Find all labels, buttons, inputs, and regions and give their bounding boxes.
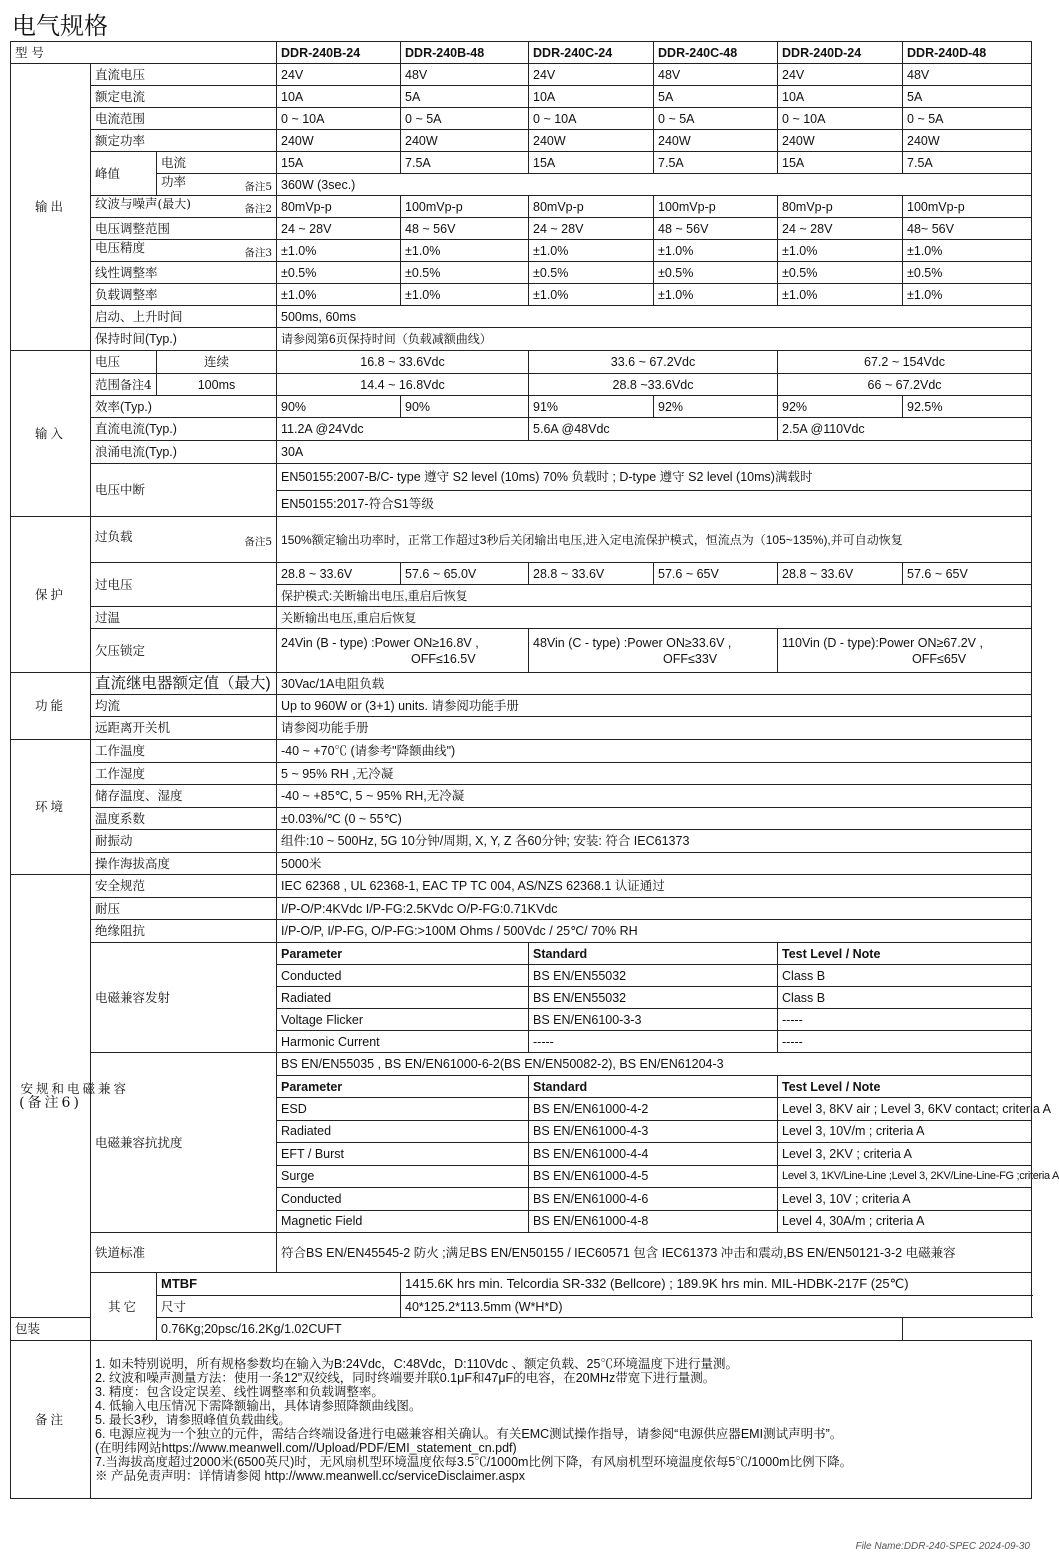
value-cell: 0 ~ 5A [903, 108, 1032, 130]
emc-cell: Level 3, 2KV ; criteria A [778, 1143, 1032, 1166]
value-line: 24Vin (B - type) :Power ON≥16.8V , [281, 635, 479, 650]
emc-cell: BS EN/EN61000-4-3 [529, 1120, 778, 1143]
value-cell: 360W (3sec.) [277, 174, 1032, 196]
value-cell: Up to 960W or (3+1) units. 请参阅功能手册 [277, 695, 1032, 717]
table-row [11, 875, 1032, 898]
value-cell: ±1.0% [529, 240, 654, 262]
value-cell: ±1.0% [277, 240, 401, 262]
section-notes: 备注 [11, 1341, 91, 1499]
value-cell: 92% [654, 396, 778, 418]
emc-cell: BS EN/EN61000-4-8 [529, 1210, 778, 1233]
note-item: ※ 产品免责声明：详情请参阅 http://www.meanwell.cc/serviceDisclaimer.aspx [95, 1468, 525, 1483]
emc-cell: Class B [778, 987, 1032, 1009]
value-cell: 40*125.2*113.5mm (W*H*D) [401, 1296, 1032, 1318]
emc-header: Test Level / Note [778, 943, 1032, 965]
row-label: 耐振动 [91, 830, 277, 853]
value-cell: 500ms, 60ms [277, 306, 1032, 328]
row-label: 操作海拔高度 [91, 853, 277, 875]
value-cell: ±0.5% [529, 262, 654, 284]
value-cell: 请参阅第6页保持时间（负载减额曲线） [277, 328, 1032, 351]
row-label: 远距离开关机 [91, 717, 277, 740]
table-row [11, 240, 1032, 262]
value-cell: 33.6 ~ 67.2Vdc [529, 351, 778, 374]
emc-cell: Radiated [277, 1120, 529, 1143]
row-label [91, 351, 157, 374]
value-cell: 240W [654, 130, 778, 152]
emc-header: Test Level / Note [778, 1076, 1032, 1098]
value-cell: 保护模式:关断输出电压,重启后恢复 [277, 585, 1032, 607]
table-row [11, 152, 1032, 174]
value-cell: 92.5% [903, 396, 1032, 418]
note-item: 7.当海拔高度超过2000米(6500英尺)时，无风扇机型环境温度依每3.5℃/1000m比例下降，有风扇机型环境温度依每5℃/1000m比例下降。 [95, 1454, 853, 1469]
value-cell: ±1.0% [778, 240, 903, 262]
row-label: 工作湿度 [91, 763, 277, 785]
value-cell: 30A [277, 441, 1032, 464]
spec-table [10, 41, 1059, 1499]
value-cell: 240W [903, 130, 1032, 152]
value-cell: 24 ~ 28V [529, 218, 654, 240]
row-label: 电流范围 [91, 108, 277, 130]
emc-cell: Class B [778, 965, 1032, 987]
value-line: 110Vin (D - type):Power ON≥67.2V , [782, 635, 983, 650]
value-cell: ±0.5% [277, 262, 401, 284]
value-cell: 1415.6K hrs min. Telcordia SR-332 (Bellcore) ; 189.9K hrs min. MIL-HDBK-217F (25℃) [401, 1273, 1032, 1296]
emc-cell: BS EN/EN6100-3-3 [529, 1009, 778, 1031]
value-cell [529, 629, 778, 673]
value-cell: ±1.0% [277, 284, 401, 306]
table-row [11, 785, 1032, 808]
value-cell: 0 ~ 10A [277, 108, 401, 130]
model-name: DDR-240B-48 [401, 42, 529, 64]
table-row [11, 218, 1032, 240]
value-cell: 5A [401, 86, 529, 108]
value-cell [277, 629, 529, 673]
value-cell: 48V [401, 64, 529, 86]
label-part: 纹波与噪声 [95, 197, 158, 211]
value-cell: 28.8 ~33.6Vdc [529, 374, 778, 396]
value-cell: 5000米 [277, 853, 1032, 875]
value-cell: 66 ~ 67.2Vdc [778, 374, 1032, 396]
section-protection: 保护 [11, 517, 91, 673]
emc-cell: BS EN/EN61000-4-5 [529, 1165, 778, 1188]
emc-cell: Surge [277, 1165, 529, 1188]
value-cell: 92% [778, 396, 903, 418]
emc-cell: Level 3, 1KV/Line-Line ;Level 3, 2KV/Line-Line-FG ;criteria A [778, 1165, 1032, 1188]
table-row [11, 717, 1032, 740]
table-row [11, 808, 1032, 830]
model-name: DDR-240B-24 [277, 42, 401, 64]
value-cell: 48V [654, 64, 778, 86]
value-cell: 10A [529, 86, 654, 108]
row-label: 启动、上升时间 [91, 306, 277, 328]
section-function: 功能 [11, 673, 91, 740]
value-cell: -40 ~ +70℃ (请参考"降额曲线") [277, 740, 1032, 763]
emc-header: Parameter [277, 943, 529, 965]
label-part: 安规和电磁兼容 [20, 1082, 130, 1096]
value-cell: EN50155:2017-符合S1等级 [277, 491, 1032, 517]
row-label: 额定功率 [91, 130, 277, 152]
value-cell: 28.8 ~ 33.6V [778, 563, 903, 585]
footer-filename: File Name:DDR-240-SPEC 2024-09-30 [855, 1541, 1030, 1552]
value-cell: 5 ~ 95% RH ,无冷凝 [277, 763, 1032, 785]
value-cell: ±1.0% [654, 240, 778, 262]
value-cell: 240W [401, 130, 529, 152]
table-row [11, 174, 1032, 196]
value-cell: 5A [654, 86, 778, 108]
value-cell: 24 ~ 28V [277, 218, 401, 240]
value-cell: 240W [277, 130, 401, 152]
sub-label: 连续 [157, 351, 277, 374]
value-cell: ±1.0% [529, 284, 654, 306]
row-label: 直流电流(Typ.) [91, 418, 277, 441]
row-label: 负载调整率 [91, 284, 277, 306]
table-row [11, 607, 1032, 629]
table-row [11, 943, 1032, 965]
value-cell: ±0.5% [401, 262, 529, 284]
note-ref: 备注2 [244, 203, 273, 215]
table-row [11, 695, 1032, 717]
section-input: 输入 [11, 351, 91, 517]
value-cell: 48~ 56V [903, 218, 1032, 240]
value-cell [778, 629, 1032, 673]
value-cell: ±0.5% [903, 262, 1032, 284]
emc-cell: Level 3, 8KV air ; Level 3, 6KV contact; criteria A [778, 1098, 1032, 1121]
value-cell: 57.6 ~ 65V [654, 563, 778, 585]
row-label: 过电压 [91, 563, 277, 607]
row-label: 保持时间(Typ.) [91, 328, 277, 351]
value-cell: 100mVp-p [903, 196, 1032, 218]
value-cell: 90% [277, 396, 401, 418]
table-row [11, 740, 1032, 763]
section-environment: 环境 [11, 740, 91, 875]
sub-label [157, 174, 277, 196]
emc-cell: Voltage Flicker [277, 1009, 529, 1031]
value-cell: 0 ~ 5A [401, 108, 529, 130]
table-row [11, 830, 1032, 853]
model-name: DDR-240D-48 [903, 42, 1032, 64]
note-item: (在明纬网站https://www.meanwell.com//Upload/PDF/EMI_statement_cn.pdf) [95, 1440, 517, 1455]
emc-cell: ----- [529, 1031, 778, 1053]
note-ref: 备注3 [244, 247, 273, 259]
value-cell: 0.76Kg;20psc/16.2Kg/1.02CUFT [157, 1318, 903, 1341]
table-row [11, 130, 1032, 152]
row-label: 尺寸 [157, 1296, 401, 1318]
emc-cell: ----- [778, 1009, 1032, 1031]
emc-header: Standard [529, 1076, 778, 1098]
note-ref: 备注5 [244, 536, 273, 548]
value-cell: 5A [903, 86, 1032, 108]
value-cell: 91% [529, 396, 654, 418]
emc-cell: Level 3, 10V/m ; criteria A [778, 1120, 1032, 1143]
emc-header: Parameter [277, 1076, 529, 1098]
table-row [11, 898, 1032, 920]
row-label: 电压中断 [91, 464, 277, 517]
value-cell: 57.6 ~ 65V [903, 563, 1032, 585]
note-item: 4. 低输入电压情况下需降额输出，具体请参照降额曲线图。 [95, 1398, 422, 1413]
table-row [11, 629, 1032, 673]
row-label: 额定电流 [91, 86, 277, 108]
emc-cell: EFT / Burst [277, 1143, 529, 1166]
page-title: 电气规格 [12, 12, 108, 40]
row-label: 储存温度、湿度 [91, 785, 277, 808]
row-label: 过温 [91, 607, 277, 629]
model-name: DDR-240C-24 [529, 42, 654, 64]
table-row [11, 517, 1032, 563]
value-cell: ±1.0% [401, 240, 529, 262]
table-row [11, 284, 1032, 306]
note-item: 2. 纹波和噪声测量方法：使用一条12"双绞线，同时终端要并联0.1μF和47μF的电容，在20MHz带宽下进行量测。 [95, 1370, 716, 1385]
note-item: 3. 精度：包含设定误差、线性调整率和负载调整率。 [95, 1384, 384, 1399]
table-row [11, 1273, 1032, 1296]
value-cell: 48V [903, 64, 1032, 86]
emc-cell: Level 4, 30A/m ; criteria A [778, 1210, 1032, 1233]
emc-cell: Harmonic Current [277, 1031, 529, 1053]
label-part: 范围 [95, 377, 121, 392]
row-label: 耐压 [91, 898, 277, 920]
value-cell: 28.8 ~ 33.6V [277, 563, 401, 585]
value-cell: BS EN/EN55035 , BS EN/EN61000-6-2(BS EN/EN50082-2), BS EN/EN61204-3 [277, 1053, 1032, 1076]
row-label: 直流电压 [91, 64, 277, 86]
value-cell: ±1.0% [401, 284, 529, 306]
table-row [11, 196, 1032, 218]
value-cell: 80mVp-p [778, 196, 903, 218]
row-label: 安全规范 [91, 875, 277, 898]
section-output: 输出 [11, 64, 91, 351]
model-label: 型号 [11, 42, 277, 64]
value-cell: 15A [778, 152, 903, 174]
emc-cell: Magnetic Field [277, 1210, 529, 1233]
value-cell: -40 ~ +85℃, 5 ~ 95% RH,无冷凝 [277, 785, 1032, 808]
row-label [91, 240, 277, 262]
value-cell: 67.2 ~ 154Vdc [778, 351, 1032, 374]
note-item: 1. 如未特别说明，所有规格参数均在输入为B:24Vdc，C:48Vdc，D:110Vdc 、额定负载、25℃环境温度下进行量测。 [95, 1356, 738, 1371]
emc-cell: BS EN/EN61000-4-6 [529, 1188, 778, 1211]
value-cell: 48 ~ 56V [401, 218, 529, 240]
label-part: 电压精度 [95, 241, 146, 255]
table-row [11, 64, 1032, 86]
value-line: OFF≤33V [663, 651, 718, 666]
value-cell: 10A [277, 86, 401, 108]
value-cell: 24V [778, 64, 903, 86]
label-part: 功率 [161, 175, 187, 189]
table-row [11, 464, 1032, 491]
row-label: 电磁兼容发射 [91, 943, 277, 1053]
label-part: (最大) [157, 197, 191, 211]
row-label: 电压调整范围 [91, 218, 277, 240]
table-row [11, 396, 1032, 418]
row-label [91, 517, 277, 563]
value-line: OFF≤16.5V [411, 651, 476, 666]
value-cell: 10A [778, 86, 903, 108]
emc-cell: Level 3, 10V ; criteria A [778, 1188, 1032, 1211]
value-cell: ±0.03%/℃ (0 ~ 55℃) [277, 808, 1032, 830]
value-cell: 14.4 ~ 16.8Vdc [277, 374, 529, 396]
table-row [11, 853, 1032, 875]
row-label: 欠压锁定 [91, 629, 277, 673]
table-row [11, 374, 1032, 396]
model-name: DDR-240D-24 [778, 42, 903, 64]
value-cell: 15A [529, 152, 654, 174]
value-cell: 16.8 ~ 33.6Vdc [277, 351, 529, 374]
row-label: 绝缘阻抗 [91, 920, 277, 943]
notes-list [91, 1341, 1032, 1499]
value-cell: 80mVp-p [529, 196, 654, 218]
row-label: MTBF [157, 1273, 401, 1296]
table-row [11, 42, 1032, 64]
emc-cell: ----- [778, 1031, 1032, 1053]
value-cell: 24V [529, 64, 654, 86]
value-cell: ±1.0% [903, 240, 1032, 262]
section-others: 其它 [91, 1273, 157, 1341]
table-row [11, 920, 1032, 943]
row-label: 包装 [11, 1318, 157, 1341]
note-item: 5. 最长3秒，请参照峰值负载曲线。 [95, 1412, 291, 1427]
sub-label: 电流 [157, 152, 277, 174]
sub-label: 100ms [157, 374, 277, 396]
table-row [11, 1233, 1032, 1273]
row-label: 峰值 [91, 152, 157, 196]
note-ref: 备注5 [244, 181, 273, 193]
value-cell: 150%额定输出功率时，正常工作超过3秒后关闭输出电压,进入定电流保护模式，恒流点为（105~135%),并可自动恢复 [277, 517, 1032, 563]
value-cell: 7.5A [903, 152, 1032, 174]
row-label: 线性调整率 [91, 262, 277, 284]
label-part: 过负载 [95, 530, 133, 544]
emc-cell: BS EN/EN61000-4-4 [529, 1143, 778, 1166]
value-cell: 0 ~ 5A [654, 108, 778, 130]
table-row [11, 673, 1032, 695]
emc-cell: BS EN/EN61000-4-2 [529, 1098, 778, 1121]
value-cell: 请参阅功能手册 [277, 717, 1032, 740]
emc-cell: Conducted [277, 965, 529, 987]
value-cell: 48 ~ 56V [654, 218, 778, 240]
value-cell: 5.6A @48Vdc [529, 418, 778, 441]
table-row [11, 108, 1032, 130]
value-line: 48Vin (C - type) :Power ON≥33.6V , [533, 635, 732, 650]
value-cell: 2.5A @110Vdc [778, 418, 1032, 441]
value-cell: I/P-O/P, I/P-FG, O/P-FG:>100M Ohms / 500Vdc / 25℃/ 70% RH [277, 920, 1032, 943]
value-cell: 240W [778, 130, 903, 152]
row-label: 效率(Typ.) [91, 396, 277, 418]
value-cell: 100mVp-p [654, 196, 778, 218]
value-cell: EN50155:2007-B/C- type 遵守 S2 level (10ms) 70% 负载时 ; D-type 遵守 S2 level (10ms)满载时 [277, 464, 1032, 491]
row-label [91, 374, 157, 396]
table-row [11, 418, 1032, 441]
value-cell: I/P-O/P:4KVdc I/P-FG:2.5KVdc O/P-FG:0.71KVdc [277, 898, 1032, 920]
value-cell: 90% [401, 396, 529, 418]
emc-cell: ESD [277, 1098, 529, 1121]
table-row [11, 441, 1032, 464]
row-label: 电磁兼容抗扰度 [91, 1053, 277, 1233]
row-label: 铁道标准 [91, 1233, 277, 1273]
value-cell: IEC 62368 , UL 62368-1, EAC TP TC 004, AS/NZS 62368.1 认证通过 [277, 875, 1032, 898]
row-label [91, 196, 277, 218]
value-cell: 组件:10 ~ 500Hz, 5G 10分钟/周期, X, Y, Z 各60分钟; 安装: 符合 IEC61373 [277, 830, 1032, 853]
emc-cell: Radiated [277, 987, 529, 1009]
value-cell: 240W [529, 130, 654, 152]
table-row [11, 1341, 1032, 1499]
model-name: DDR-240C-48 [654, 42, 778, 64]
value-cell: 80mVp-p [277, 196, 401, 218]
table-row [11, 351, 1032, 374]
value-cell: 7.5A [654, 152, 778, 174]
table-row [11, 86, 1032, 108]
row-label: 工作温度 [91, 740, 277, 763]
value-cell: 0 ~ 10A [529, 108, 654, 130]
emc-cell: BS EN/EN55032 [529, 965, 778, 987]
row-label: 温度系数 [91, 808, 277, 830]
row-label: 直流继电器额定值（最大) [91, 673, 277, 695]
table-row [11, 563, 1032, 585]
table-row [11, 328, 1032, 351]
value-cell: 7.5A [401, 152, 529, 174]
value-cell: ±0.5% [654, 262, 778, 284]
value-cell: ±1.0% [778, 284, 903, 306]
emc-cell: Conducted [277, 1188, 529, 1211]
value-cell: 24V [277, 64, 401, 86]
label-part: 电压 [95, 355, 121, 369]
table-row [11, 306, 1032, 328]
value-cell: 关断输出电压,重启后恢复 [277, 607, 1032, 629]
value-cell: 0 ~ 10A [778, 108, 903, 130]
table-row [11, 1296, 1032, 1318]
emc-cell: BS EN/EN55032 [529, 987, 778, 1009]
row-label: 浪涌电流(Typ.) [91, 441, 277, 464]
value-line: OFF≤65V [912, 651, 967, 666]
table-row [11, 763, 1032, 785]
note-item: 6. 电源应视为一个独立的元件，需结合终端设备进行电磁兼容相关确认。有关EMC测试操作指导，请参阅“电源供应器EMI测试声明书”。 [95, 1426, 843, 1441]
value-cell: 100mVp-p [401, 196, 529, 218]
value-cell: ±0.5% [778, 262, 903, 284]
value-cell: 24 ~ 28V [778, 218, 903, 240]
value-cell: 15A [277, 152, 401, 174]
value-cell: 符合BS EN/EN45545-2 防火 ;满足BS EN/EN50155 / IEC60571 包含 IEC61373 冲击和震动,BS EN/EN50121-3-2 电磁兼容 [277, 1233, 1032, 1273]
value-cell: ±1.0% [654, 284, 778, 306]
value-cell: 28.8 ~ 33.6V [529, 563, 654, 585]
value-cell: ±1.0% [903, 284, 1032, 306]
value-cell: 57.6 ~ 65.0V [401, 563, 529, 585]
row-label: 均流 [91, 695, 277, 717]
emc-header: Standard [529, 943, 778, 965]
note-ref: 备注4 [120, 377, 152, 392]
value-cell: 30Vac/1A电阻负载 [277, 673, 1032, 695]
table-row [11, 262, 1032, 284]
table-row [11, 1318, 1032, 1341]
table-row [11, 1053, 1032, 1076]
value-cell: 11.2A @24Vdc [277, 418, 529, 441]
note-ref: (备注6) [19, 1095, 82, 1111]
